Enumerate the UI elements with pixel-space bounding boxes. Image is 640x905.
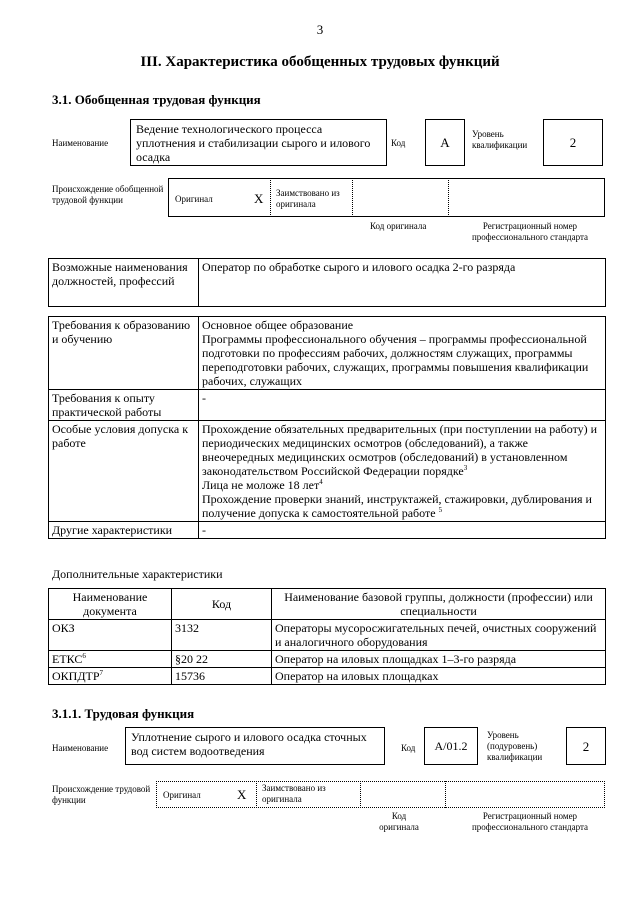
- table-row: [49, 522, 606, 539]
- row-code: 15736: [172, 668, 272, 685]
- tf-name-label: Наименование: [52, 743, 109, 753]
- footnote-ref: 4: [319, 478, 323, 486]
- tf-origin-box: [156, 781, 605, 808]
- row-name: Операторы мусоросжигательных печей, очистных сооружений и аналогичного оборудования: [272, 620, 606, 651]
- doc-text: ОКПДТР: [52, 669, 100, 683]
- tf-borrowed-label: Заимствовано из оригинала: [262, 783, 326, 804]
- table-row: [49, 421, 606, 522]
- divider: [352, 178, 353, 217]
- divider: [270, 178, 271, 217]
- gtf-origin-label: Происхождение обобщенной трудовой функции: [52, 184, 164, 205]
- education-line: Основное общее образование: [202, 318, 354, 332]
- row-doc: [49, 620, 172, 651]
- header-doc: Наименование документа: [49, 589, 172, 620]
- row-code: 3132: [172, 620, 272, 651]
- additional-title: Дополнительные характеристики: [52, 567, 223, 581]
- divider: [256, 781, 257, 808]
- doc-text: ЕТКС: [52, 652, 83, 666]
- spacer-cell: [199, 307, 606, 317]
- tf-heading: 3.1.1. Трудовая функция: [52, 706, 195, 721]
- footnote-ref: 5: [438, 506, 443, 514]
- doc-text: ОКЗ: [52, 621, 75, 635]
- divider: [360, 781, 361, 808]
- table-row: [49, 620, 606, 651]
- gtf-original-mark: X: [254, 191, 264, 206]
- conditions-label: Особые условия допуска к работе: [49, 421, 199, 522]
- gtf-name-value: Ведение технологического процесса уплотнения и стабилизации сырого и илового осадка: [130, 119, 387, 166]
- gtf-origin-box: [168, 178, 605, 217]
- divider: [448, 178, 449, 217]
- other-value: -: [199, 522, 606, 539]
- tf-code-original-label: Код оригинала: [379, 811, 419, 832]
- tf-level-value: 2: [566, 727, 606, 765]
- row-code: §20 22: [172, 651, 272, 668]
- gtf-code-label: Код: [391, 138, 406, 148]
- section-title: III. Характеристика обобщенных трудовых функций: [140, 54, 500, 70]
- conditions-line: [202, 422, 602, 478]
- additional-table: [48, 588, 606, 685]
- experience-label: Требования к опыту практической работы: [49, 390, 199, 421]
- header-name: Наименование базовой группы, должности (профессии) или специальности: [272, 589, 606, 620]
- gtf-code-value: А: [425, 119, 465, 166]
- tf-name-value: Уплотнение сырого и илового осадка сточных вод систем водоотведения: [125, 727, 385, 765]
- tf-original-mark: X: [237, 787, 247, 802]
- footnote-ref: 6: [82, 652, 86, 660]
- experience-value: -: [199, 390, 606, 421]
- conditions-text: Прохождение обязательных предварительных (при поступлении на работу) и периодических медицинских осмотров (обследований), а также внеочередных медицинских осмотров (обследований) в установленном законодательством Российской Федерации порядке: [202, 422, 598, 478]
- gtf-level-value: 2: [543, 119, 603, 166]
- table-row: [49, 259, 606, 307]
- other-label: Другие характеристики: [49, 522, 199, 539]
- row-doc: [49, 651, 172, 668]
- spacer-cell: [49, 307, 199, 317]
- row-name: Оператор на иловых площадках 1–3-го разряда: [272, 651, 606, 668]
- education-value: [199, 317, 606, 390]
- requirements-table: [48, 258, 606, 539]
- table-row: [49, 651, 606, 668]
- conditions-line: [202, 492, 602, 520]
- positions-value: Оператор по обработке сырого и илового осадка 2-го разряда: [199, 259, 606, 307]
- gtf-code-original-label: Код оригинала: [370, 221, 427, 231]
- header-code: Код: [172, 589, 272, 620]
- conditions-line: [202, 478, 602, 492]
- table-row: [49, 668, 606, 685]
- gtf-name-label: Наименование: [52, 138, 109, 148]
- footnote-ref: 3: [463, 464, 468, 472]
- tf-level-label: Уровень (подуровень) квалификации: [487, 730, 543, 762]
- tf-code-label: Код: [401, 743, 416, 753]
- page-number: 3: [316, 22, 324, 37]
- header-row: [49, 589, 606, 620]
- tf-origin-label: Происхождение трудовой функции: [52, 784, 151, 805]
- table-row: [49, 390, 606, 421]
- divider: [445, 781, 446, 808]
- spacer-row: [49, 307, 606, 317]
- gtf-reg-number-label: Регистрационный номер профессионального стандарта: [471, 221, 589, 242]
- tf-reg-number-label: Регистрационный номер профессионального стандарта: [471, 811, 589, 832]
- conditions-text: Прохождение проверки знаний, инструктажей, стажировки, дублирования и получение допуска к самостоятельной работе: [202, 492, 592, 520]
- gtf-heading: 3.1. Обобщенная трудовая функция: [52, 92, 261, 107]
- footnote-ref: 7: [99, 669, 104, 677]
- education-line: Программы профессионального обучения – программы профессиональной подготовки по профессиям рабочих, должностям служащих, программы переподготовки рабочих, служащих, программы повышения квалификации рабочих, служащих: [202, 332, 589, 388]
- conditions-text: Лица не моложе 18 лет: [202, 478, 320, 492]
- gtf-borrowed-label: Заимствовано из оригинала: [276, 188, 340, 209]
- conditions-value: [199, 421, 606, 522]
- row-doc: [49, 668, 172, 685]
- table-row: [49, 317, 606, 390]
- tf-code-value: А/01.2: [424, 727, 478, 765]
- gtf-level-label: Уровень квалификации: [472, 129, 528, 150]
- education-label: Требования к образованию и обучению: [49, 317, 199, 390]
- positions-label: Возможные наименования должностей, профессий: [49, 259, 199, 307]
- gtf-original-label: Оригинал: [175, 194, 213, 204]
- row-name: Оператор на иловых площадках: [272, 668, 606, 685]
- tf-original-label: Оригинал: [163, 790, 201, 800]
